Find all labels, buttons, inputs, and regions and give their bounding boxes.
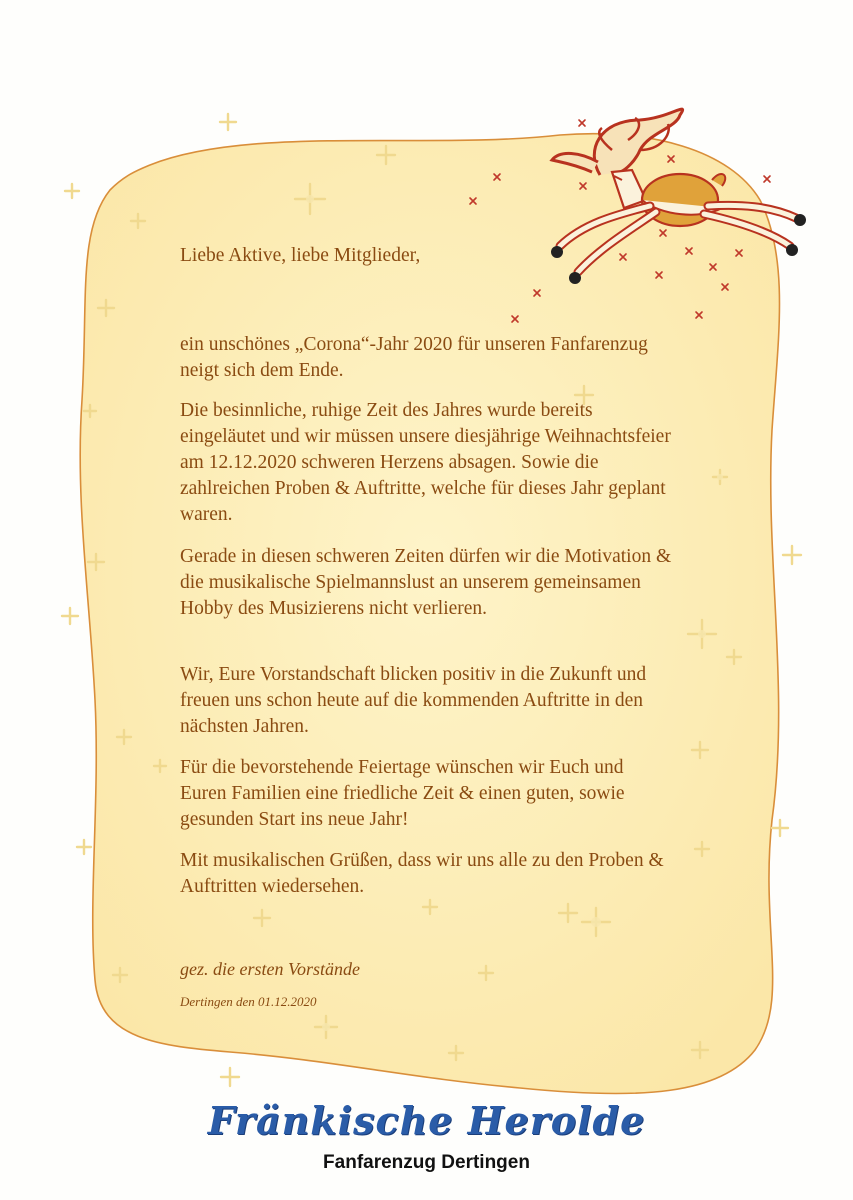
letter-paragraph: Die besinnliche, ruhige Zeit des Jahres wurde bereits eingeläutet und wir müssen unsere diesjährige Weihnachtsfeier am 12.12.2020 schweren Herzens absagen. Sowie die zahlreichen Proben & Auftritte, welche für dieses Jahr geplant waren. <box>180 400 671 525</box>
letter-paragraph: Gerade in diesen schweren Zeiten dürfen wir die Motivation & die musikalische Spielmannslust an unserem gemeinsamen Hobby des Musizierens nicht verlieren. <box>180 546 672 619</box>
letter-paragraph: Für die bevorstehende Feiertage wünschen wir Euch und Euren Familien eine friedliche Zeit & einen guten, sowie gesunden Start ins neue Jahr! <box>180 757 625 830</box>
club-name-logo: Fränkische Herolde <box>207 1098 646 1143</box>
signature: gez. die ersten Vorstände <box>180 959 360 979</box>
letter-paragraph: Wir, Eure Vorstandschaft blicken positiv in die Zukunft und freuen uns schon heute auf die kommenden Auftritte in den nächsten Jahren. <box>180 664 647 737</box>
letter-paragraph: ein unschönes „Corona“-Jahr 2020 für unseren Fanfarenzug neigt sich dem Ende. <box>180 334 648 381</box>
club-subtitle: Fanfarenzug Dertingen <box>323 1152 530 1173</box>
salutation: Liebe Aktive, liebe Mitglieder, <box>180 245 421 266</box>
place-date: Dertingen den 01.12.2020 <box>180 994 317 1009</box>
letter-paragraph: Mit musikalischen Grüßen, dass wir uns alle zu den Proben & Auftritten wiedersehen. <box>180 850 664 897</box>
